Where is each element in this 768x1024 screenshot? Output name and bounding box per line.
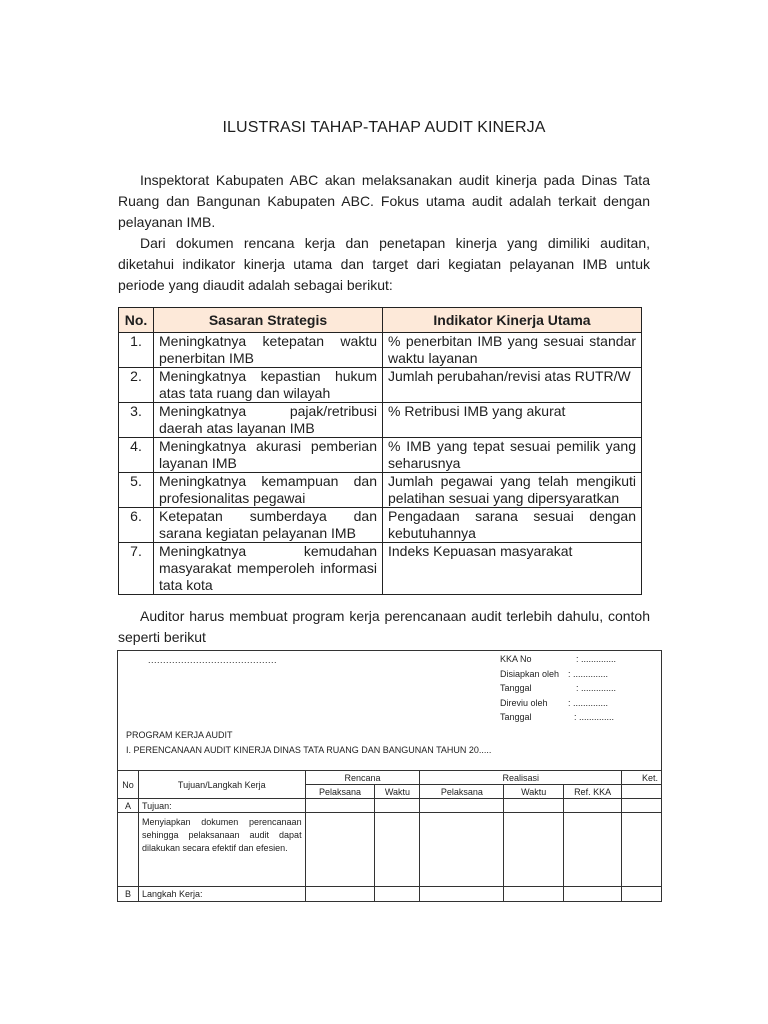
empty-cell (375, 799, 420, 813)
table-row (118, 813, 662, 887)
row-sasaran: Meningkatnya pajak/retribusi daerah atas layanan IMB (154, 403, 383, 438)
col-ref-kka: Ref. KKA (564, 785, 622, 799)
row-indikator: % IMB yang tepat sesuai pemilik yang seharusnya (383, 438, 642, 473)
kka-label: KKA No (500, 654, 532, 664)
empty-cell (420, 887, 504, 902)
empty-cell (305, 799, 375, 813)
program-header-row (118, 771, 662, 785)
row-indikator: Jumlah perubahan/revisi atas RUTR/W (383, 368, 642, 403)
empty-cell (564, 799, 622, 813)
table-row (118, 799, 662, 813)
kka-label: Tanggal (500, 712, 532, 722)
kka-value: : .............. (568, 697, 609, 708)
header-no: No. (119, 308, 154, 333)
empty-cell (118, 813, 139, 887)
row-a-no: A (118, 799, 139, 813)
row-a-label: Tujuan: (138, 799, 305, 813)
empty-cell (622, 799, 662, 813)
empty-cell (305, 887, 375, 902)
audit-program-form (117, 650, 662, 902)
table-row (118, 887, 662, 902)
kka-row (500, 683, 660, 698)
row-no: 4. (119, 438, 154, 473)
col-realisasi: Realisasi (420, 771, 622, 785)
col-rencana-pelaksana: Pelaksana (305, 785, 375, 799)
row-no: 1. (119, 333, 154, 368)
table-row (119, 508, 642, 543)
kka-value: : .............. (576, 683, 617, 693)
kpi-table-header (119, 308, 642, 333)
empty-cell (420, 799, 504, 813)
row-sasaran: Ketepatan sumberdaya dan sarana kegiatan pelayanan IMB (154, 508, 383, 543)
empty-cell (504, 813, 564, 887)
header-sasaran: Sasaran Strategis (154, 308, 383, 333)
empty-cell (622, 887, 662, 902)
row-sasaran: Meningkatnya kemampuan dan profesionalitas pegawai (154, 473, 383, 508)
empty-cell (375, 813, 420, 887)
col-realisasi-waktu: Waktu (504, 785, 564, 799)
row-sasaran: Meningkatnya ketepatan waktu penerbitan IMB (154, 333, 383, 368)
kka-label: Disiapkan oleh (500, 668, 560, 679)
col-no: No (118, 771, 139, 799)
row-no: 3. (119, 403, 154, 438)
kka-row (500, 669, 660, 684)
row-indikator: Indeks Kepuasan masyarakat (383, 543, 642, 595)
kka-row (500, 654, 660, 669)
col-tujuan: Tujuan/Langkah Kerja (138, 771, 305, 799)
empty-cell (504, 799, 564, 813)
kka-label: Tanggal (500, 683, 532, 693)
table-row (119, 438, 642, 473)
intro-paragraph: Inspektorat Kabupaten ABC akan melaksanakan audit kinerja pada Dinas Tata Ruang dan Bangunan Kabupaten ABC. Fokus utama audit adalah terkait dengan pelayanan IMB. (118, 172, 650, 230)
empty-cell (375, 887, 420, 902)
empty-cell (305, 813, 375, 887)
table-row (119, 368, 642, 403)
col-rencana-waktu: Waktu (375, 785, 420, 799)
row-sasaran: Meningkatnya kepastian hukum atas tata ruang dan wilayah (154, 368, 383, 403)
row-b-label: Langkah Kerja: (138, 887, 305, 902)
program-intro-paragraph: Auditor harus membuat program kerja perencanaan audit terlebih dahulu, contoh seperti berikut (118, 608, 650, 645)
row-no: 2. (119, 368, 154, 403)
kka-row (500, 698, 660, 713)
empty-cell (420, 813, 504, 887)
empty-cell (564, 887, 622, 902)
row-b-no: B (118, 887, 139, 902)
empty-cell (504, 887, 564, 902)
kka-label: Direviu oleh (500, 697, 548, 708)
col-rencana: Rencana (305, 771, 420, 785)
row-indikator: % Retribusi IMB yang akurat (383, 403, 642, 438)
program-title: PROGRAM KERJA AUDIT (126, 730, 233, 740)
kka-info-block (500, 654, 660, 727)
col-ket-empty (622, 785, 662, 799)
kpi-table (118, 307, 642, 595)
context-paragraph: Dari dokumen rencana kerja dan penetapan kinerja yang dimiliki auditan, diketahui indikator kinerja utama dan target dari kegiatan pelayanan IMB untuk periode yang diaudit adalah sebagai berikut: (118, 235, 650, 293)
table-row (119, 543, 642, 595)
row-a-description: Menyiapkan dokumen perencanaan sehingga pelaksanaan audit dapat dilakukan secara efektif dan efesien. (138, 813, 305, 887)
table-row (119, 333, 642, 368)
program-subtitle: I. PERENCANAAN AUDIT KINERJA DINAS TATA RUANG DAN BANGUNAN TAHUN 20..... (126, 745, 492, 755)
row-indikator: Jumlah pegawai yang telah mengikuti pelatihan sesuai yang dipersyaratkan (383, 473, 642, 508)
row-sasaran: Meningkatnya akurasi pemberian layanan IMB (154, 438, 383, 473)
row-no: 5. (119, 473, 154, 508)
col-realisasi-pelaksana: Pelaksana (420, 785, 504, 799)
kka-value: : .............. (574, 712, 615, 722)
col-ket: Ket. (622, 771, 662, 785)
entity-placeholder: ........................................... (148, 655, 278, 665)
row-indikator: Pengadaan sarana sesuai dengan kebutuhannya (383, 508, 642, 543)
program-table (117, 770, 662, 902)
row-sasaran: Meningkatnya kemudahan masyarakat memperoleh informasi tata kota (154, 543, 383, 595)
document-title: ILUSTRASI TAHAP-TAHAP AUDIT KINERJA (222, 119, 546, 136)
row-no: 6. (119, 508, 154, 543)
row-no: 7. (119, 543, 154, 595)
kka-value: : .............. (568, 668, 609, 679)
header-indikator: Indikator Kinerja Utama (383, 308, 642, 333)
table-row (119, 403, 642, 438)
table-row (119, 473, 642, 508)
empty-cell (622, 813, 662, 887)
empty-cell (564, 813, 622, 887)
kka-value: : .............. (576, 654, 617, 664)
row-indikator: % penerbitan IMB yang sesuai standar waktu layanan (383, 333, 642, 368)
kka-row (500, 712, 660, 727)
